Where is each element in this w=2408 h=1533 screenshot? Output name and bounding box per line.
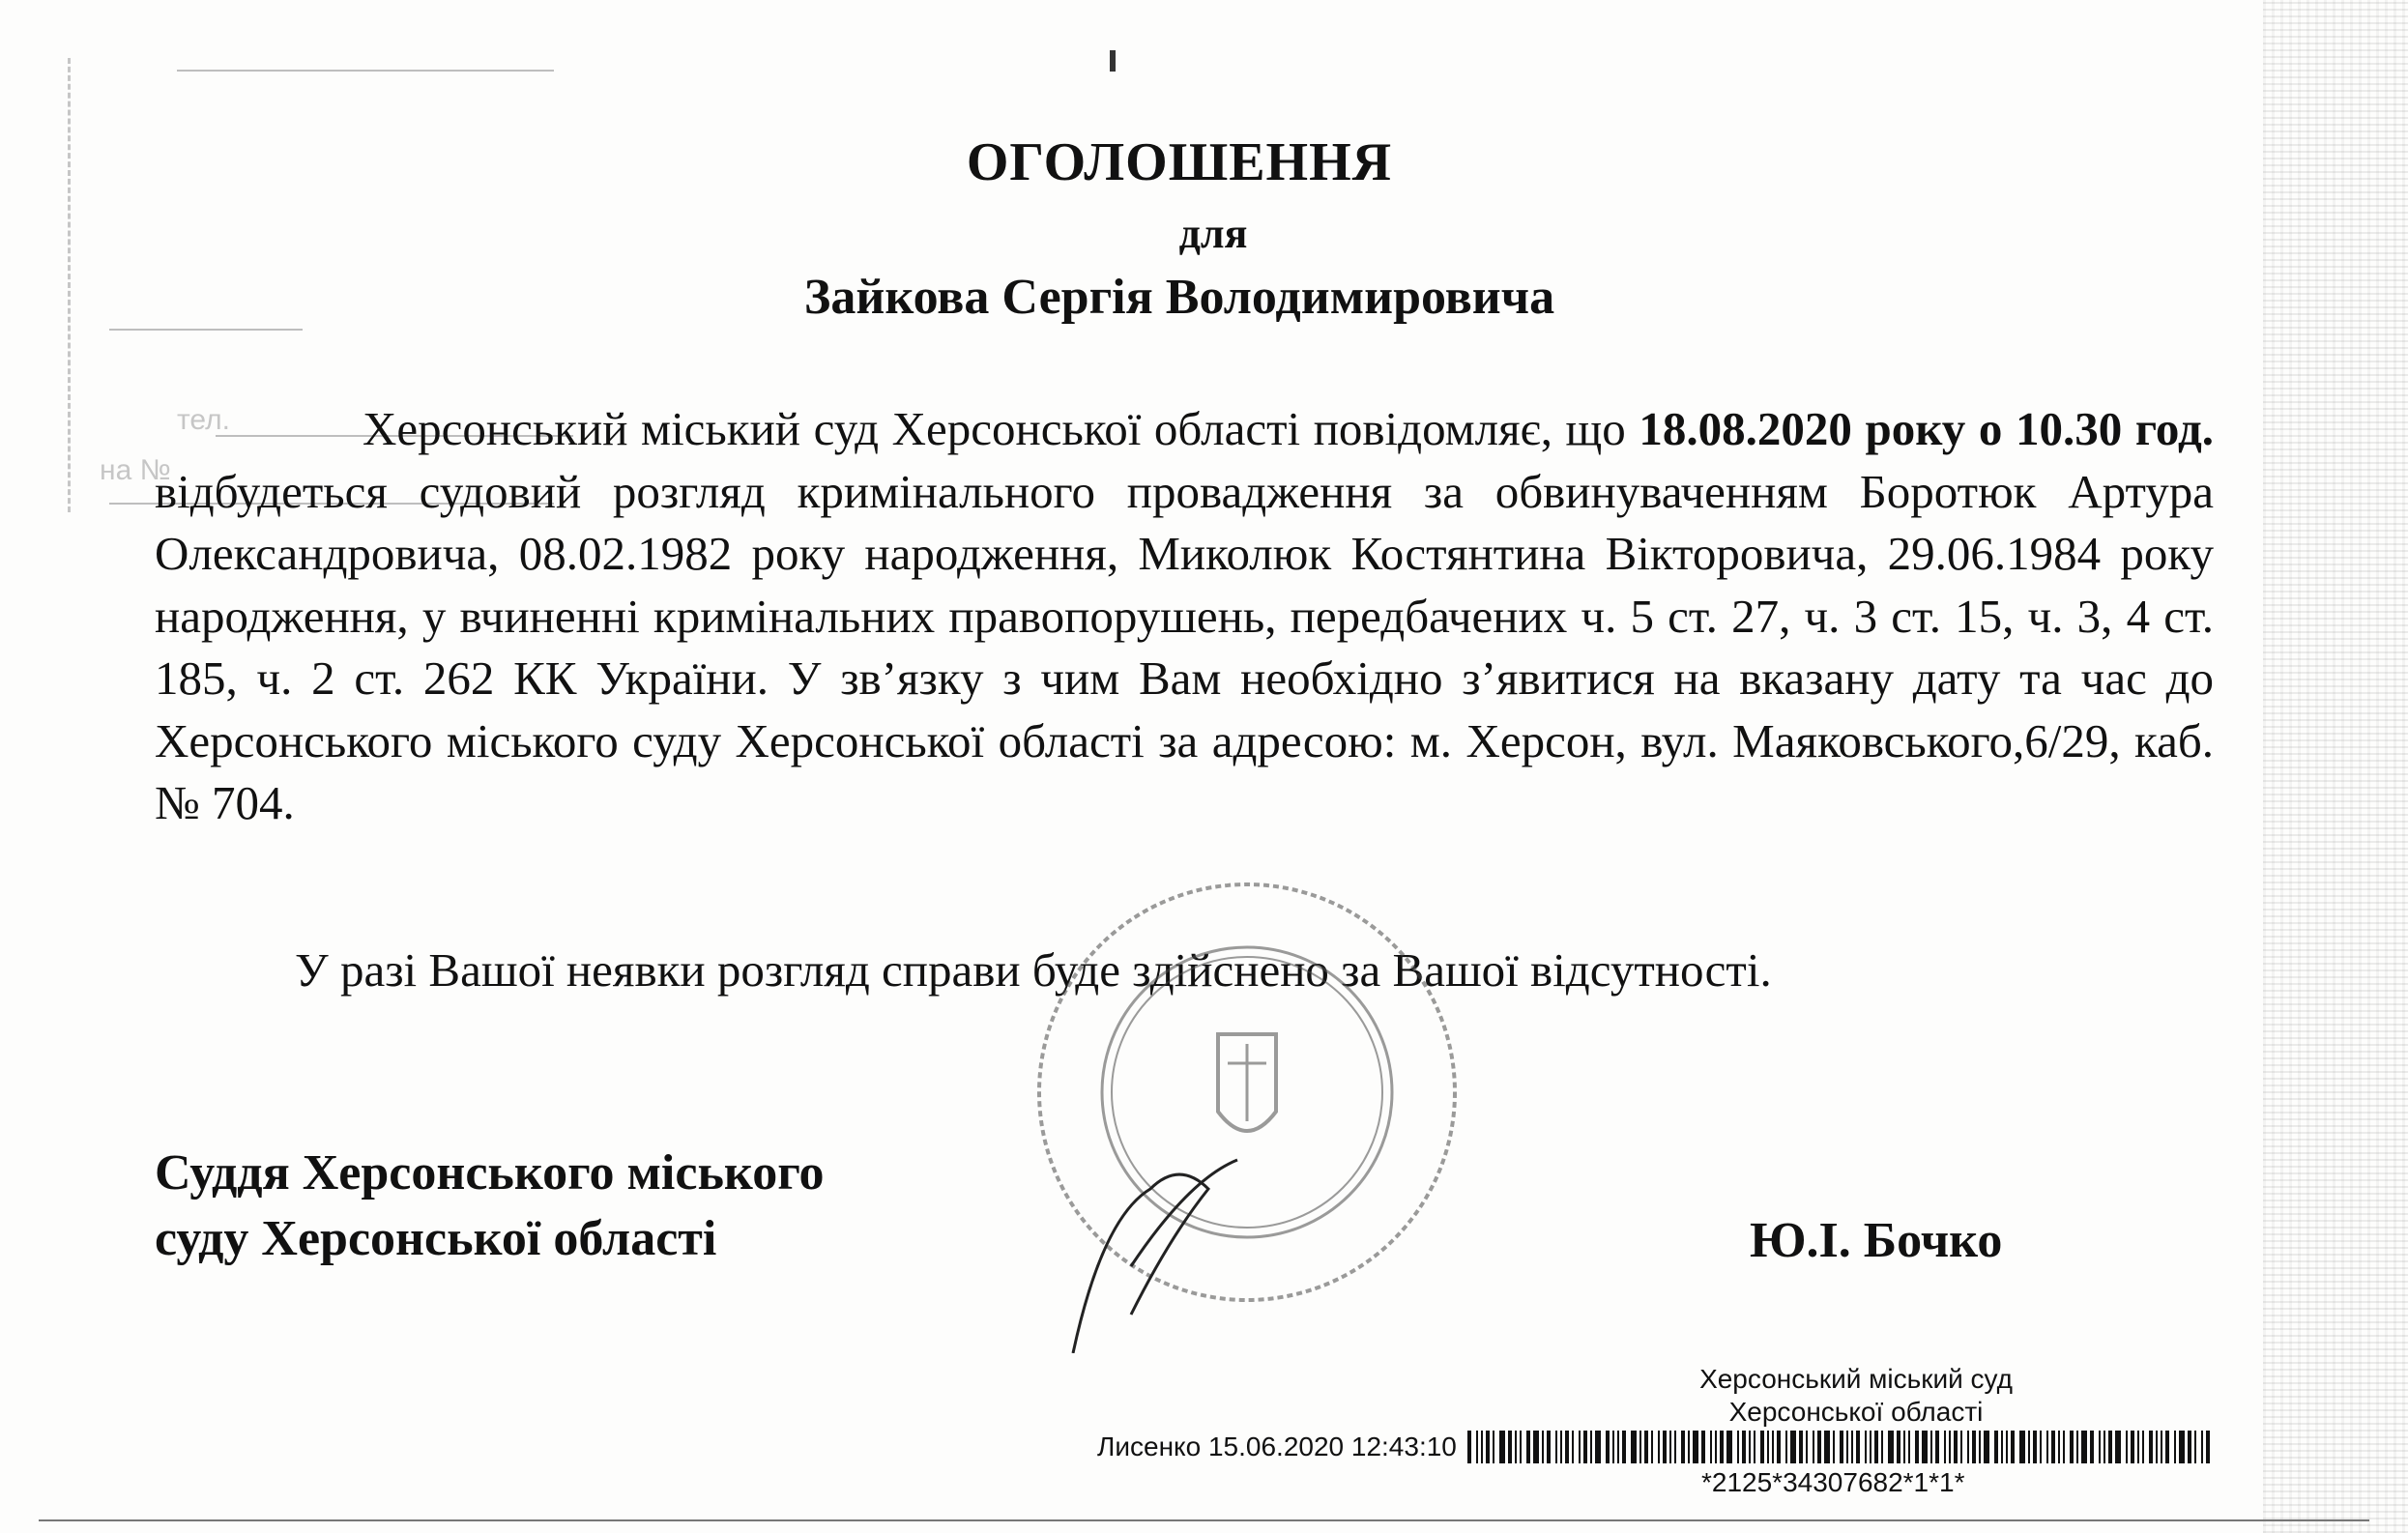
notice-paragraph [155, 398, 2214, 835]
stamp-ref-label: на № [100, 454, 171, 486]
announcement-title: ОГОЛОШЕННЯ [966, 132, 1393, 192]
notice-details: відбудеться судовий розгляд кримінального провадження за обвинуваченням Боротюк Артура Олександровича, 08.02.1982 року народження, Миколюк Костянтина Вікторовича, 29.06.1984 року народження, у вчиненні кримінальних правопорушень, передбачених ч. 5 ст. 27, ч. 3 ст. 15, ч. 3, 4 ст. 185, ч. 2 ст. 262 КК України. У зв’язку з чим Вам необхідно з’явитися на вказану дату та час до Херсонського міського суду Херсонської області за адресою: м. Херсон, вул. Маяковського,6/29, каб. № 704. [155, 464, 2214, 829]
absence-notice: У разі Вашої неявки розгляд справи буде здійснено за Вашої відсутності. [295, 943, 1772, 997]
judge-title [155, 1141, 825, 1272]
scan-edge-noise [2263, 0, 2408, 1533]
footer-court-line-2: Херсонської області [1728, 1397, 1984, 1427]
judge-name: Ю.І. Бочко [1750, 1213, 2003, 1268]
judge-title-line-1: Суддя Херсонського міського [155, 1145, 825, 1200]
scan-mark [1110, 50, 1116, 72]
footer-court-line-1: Херсонський міський суд [1699, 1364, 2013, 1394]
notice-lead: Херсонський міський суд Херсонської області повідомляє, що [363, 402, 1639, 455]
scan-bottom-line [39, 1519, 2369, 1521]
hearing-datetime: 18.08.2020 року о 10.30 год. [1639, 402, 2214, 455]
footer-doc-code: *2125*34307682*1*1* [1701, 1467, 1965, 1497]
judge-title-line-2: суду Херсонської області [155, 1211, 717, 1266]
footer-registration: Лисенко 15.06.2020 12:43:10 [1097, 1432, 1457, 1461]
barcode-icon [1467, 1431, 2212, 1463]
recipient-name: Зайкова Сергія Володимировича [803, 270, 1555, 325]
announcement-for: для [1178, 210, 1248, 257]
court-seal-icon [986, 870, 1489, 1353]
stamp-tel-label: тел. [177, 404, 230, 436]
footer-court-name [1663, 1363, 2049, 1429]
